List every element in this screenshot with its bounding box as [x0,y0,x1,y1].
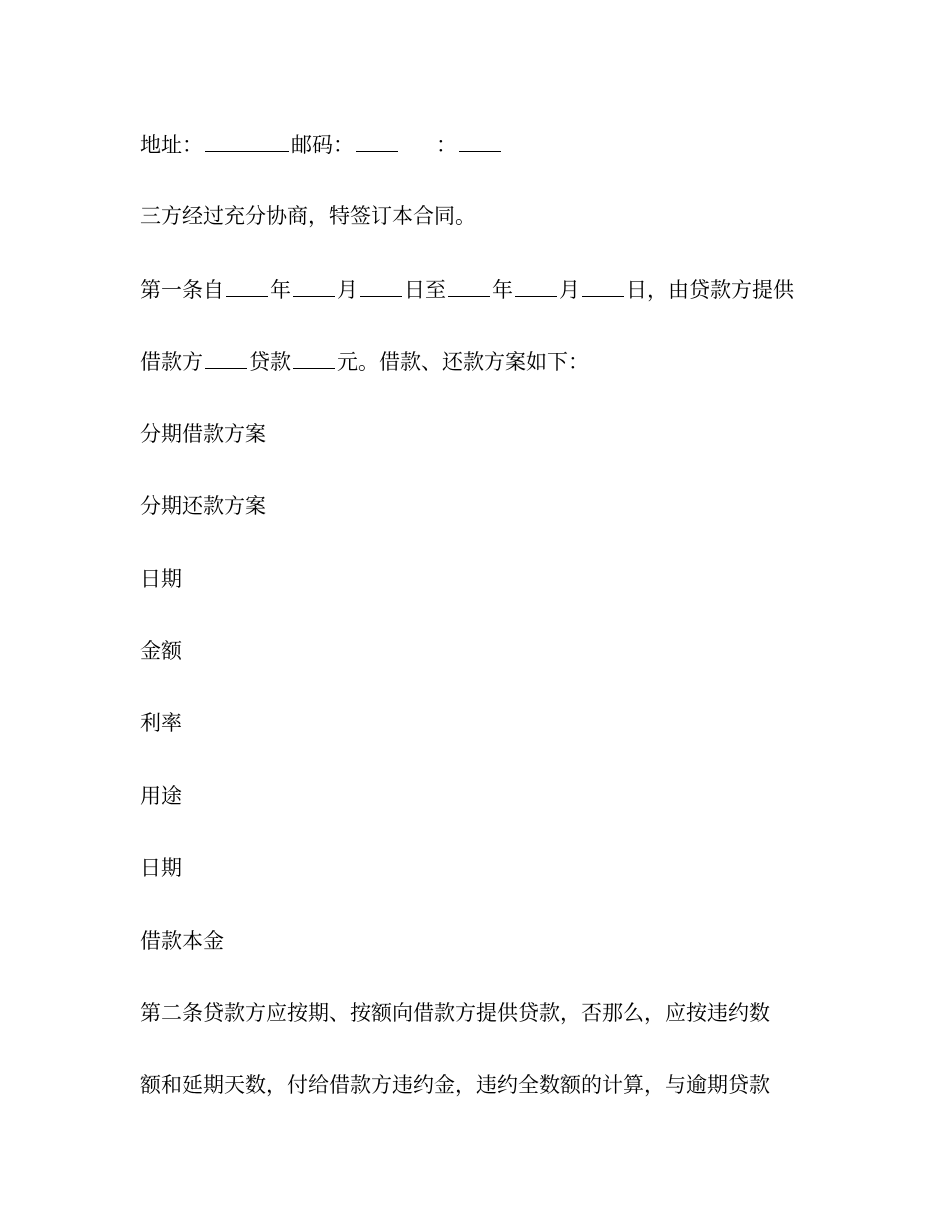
end-year-blank [448,275,490,297]
date-heading-2: 日期 [140,856,182,880]
agreement-line: 三方经过充分协商，特签订本合同。 [140,204,476,228]
start-month-blank [293,275,335,297]
rate-heading: 利率 [140,711,182,735]
purpose-heading: 用途 [140,784,182,808]
borrower-label: 借款方 [140,350,203,374]
principal-heading: 借款本金 [140,929,224,953]
year-label-2: 年 [492,278,513,302]
month-label-2: 月 [559,278,580,302]
article-two-line-1: 第二条贷款方应按期、按额向借款方提供贷款，否那么，应按违约数 [140,1001,770,1025]
end-day-blank [582,275,624,297]
article-one-line-1 [140,275,794,304]
date-heading-1: 日期 [140,567,182,591]
start-day-blank [360,275,402,297]
end-month-blank [515,275,557,297]
address-label: 地址： [140,133,203,157]
plan-intro: 元。借款、还款方案如下： [337,350,589,374]
article-one-line-2 [140,347,589,376]
article-two-line-2: 额和延期天数，付给借款方违约金，违约全数额的计算，与逾期贷款 [140,1073,770,1097]
day-end-label: 日，由贷款方提供 [626,278,794,302]
year-label-1: 年 [270,278,291,302]
article-one-start: 第一条自 [140,278,224,302]
installment-loan-plan: 分期借款方案 [140,422,266,446]
postcode-label: 邮码： [291,133,354,157]
borrower-blank [205,347,247,369]
day-to-label: 日至 [404,278,446,302]
amount-heading: 金额 [140,639,182,663]
month-label-1: 月 [337,278,358,302]
phone-blank [459,130,501,152]
address-line [140,130,503,159]
colon-label: ： [436,133,457,157]
postcode-blank [356,130,398,152]
amount-blank [293,347,335,369]
loan-label: 贷款 [249,350,291,374]
start-year-blank [226,275,268,297]
address-blank [205,130,289,152]
installment-repay-plan: 分期还款方案 [140,494,266,518]
